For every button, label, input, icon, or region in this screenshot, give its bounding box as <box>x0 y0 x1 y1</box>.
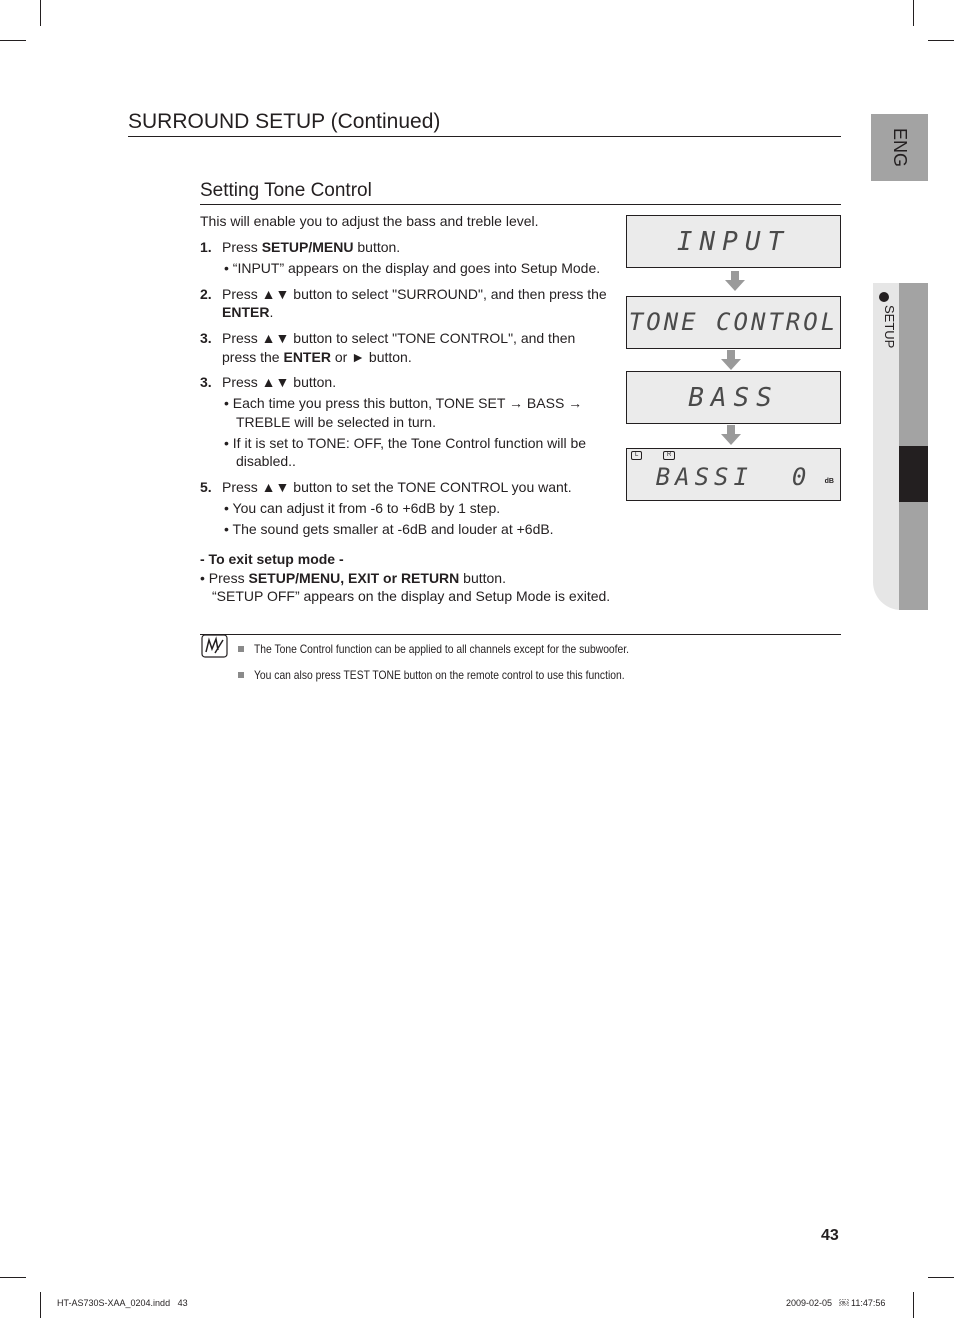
step-number: 2. <box>200 286 212 302</box>
step-text: Press ▲▼ button to set the TONE CONTROL you want. <box>222 479 572 495</box>
section-tab-label: SETUP <box>882 305 897 349</box>
step-number: 5. <box>200 479 212 495</box>
step-bullet-cont: TREBLE will be selected in turn. <box>236 414 436 430</box>
note-bullet <box>238 672 244 678</box>
step-text: Press ▲▼ button to select "SURROUND", and then press the <box>222 286 607 302</box>
crop-mark <box>0 40 26 41</box>
intro-text: This will enable you to adjust the bass and treble level. <box>200 213 539 229</box>
arrow-down-icon <box>720 424 742 446</box>
page-title: SURROUND SETUP (Continued) <box>128 109 841 137</box>
language-tab: ENG <box>871 114 928 181</box>
lcd-unit: dB <box>824 478 834 485</box>
crop-mark <box>928 1277 954 1278</box>
step-number: 1. <box>200 239 212 255</box>
step-bullet: • You can adjust it from -6 to +6dB by 1 step. <box>224 500 501 516</box>
step-text: Press SETUP/MENU button. <box>222 239 401 255</box>
step-text: press the ENTER or ► button. <box>222 349 412 365</box>
note-text: The Tone Control function can be applied to all channels except for the subwoofer. <box>254 642 630 656</box>
crop-mark <box>928 40 954 41</box>
crop-mark <box>40 1292 41 1318</box>
arrow-down-icon <box>720 349 742 371</box>
footer-right: 2009-02-05 ￼ 11:47:56 <box>786 1298 886 1308</box>
exit-text: “SETUP OFF” appears on the display and Setup Mode is exited. <box>212 588 611 604</box>
exit-heading: - To exit setup mode - <box>200 551 344 567</box>
step-text: ENTER. <box>222 304 274 320</box>
lcd-display-bass-level <box>626 448 841 501</box>
section-tab-marker <box>899 446 928 502</box>
crop-mark <box>40 0 41 26</box>
note-text: You can also press TEST TONE button on the remote control to use this function. <box>254 668 625 682</box>
step-bullet: • The sound gets smaller at -6dB and louder at +6dB. <box>224 521 554 537</box>
step-bullet: • Each time you press this button, TONE SET → BASS → <box>224 395 583 411</box>
step-text: Press ▲▼ button to select "TONE CONTROL", and then <box>222 330 576 346</box>
lcd-text: BASSI 0 <box>655 463 812 491</box>
lcd-display-tone-control <box>626 296 841 349</box>
lcd-text: INPUT <box>676 227 791 257</box>
crop-mark <box>913 1292 914 1318</box>
step-number: 3. <box>200 374 212 390</box>
page-number: 43 <box>821 1227 839 1244</box>
lcd-right-channel: R <box>663 451 675 460</box>
step-bullet: • “INPUT” appears on the display and goes into Setup Mode. <box>224 260 601 276</box>
lcd-display-bass <box>626 371 841 424</box>
lcd-text: BASS <box>688 383 779 413</box>
note-bullet <box>238 646 244 652</box>
note-icon <box>201 634 228 658</box>
step-number: 3. <box>200 330 212 346</box>
footer-left: HT-AS730S-XAA_0204.indd 43 <box>57 1298 188 1308</box>
lcd-left-channel: L <box>631 451 642 460</box>
crop-mark <box>0 1277 26 1278</box>
lcd-display-input <box>626 215 841 268</box>
arrow-down-icon <box>724 270 746 292</box>
step-bullet: • If it is set to TONE: OFF, the Tone Control function will be <box>224 435 587 451</box>
exit-text: • Press SETUP/MENU, EXIT or RETURN button. <box>200 570 506 586</box>
note-divider <box>200 634 841 635</box>
step-bullet-cont: disabled.. <box>236 453 296 469</box>
crop-mark <box>913 0 914 26</box>
lcd-text: TONE CONTROL <box>628 308 839 336</box>
bullet-dot-icon <box>879 292 889 302</box>
section-title: Setting Tone Control <box>200 179 841 205</box>
step-text: Press ▲▼ button. <box>222 374 337 390</box>
